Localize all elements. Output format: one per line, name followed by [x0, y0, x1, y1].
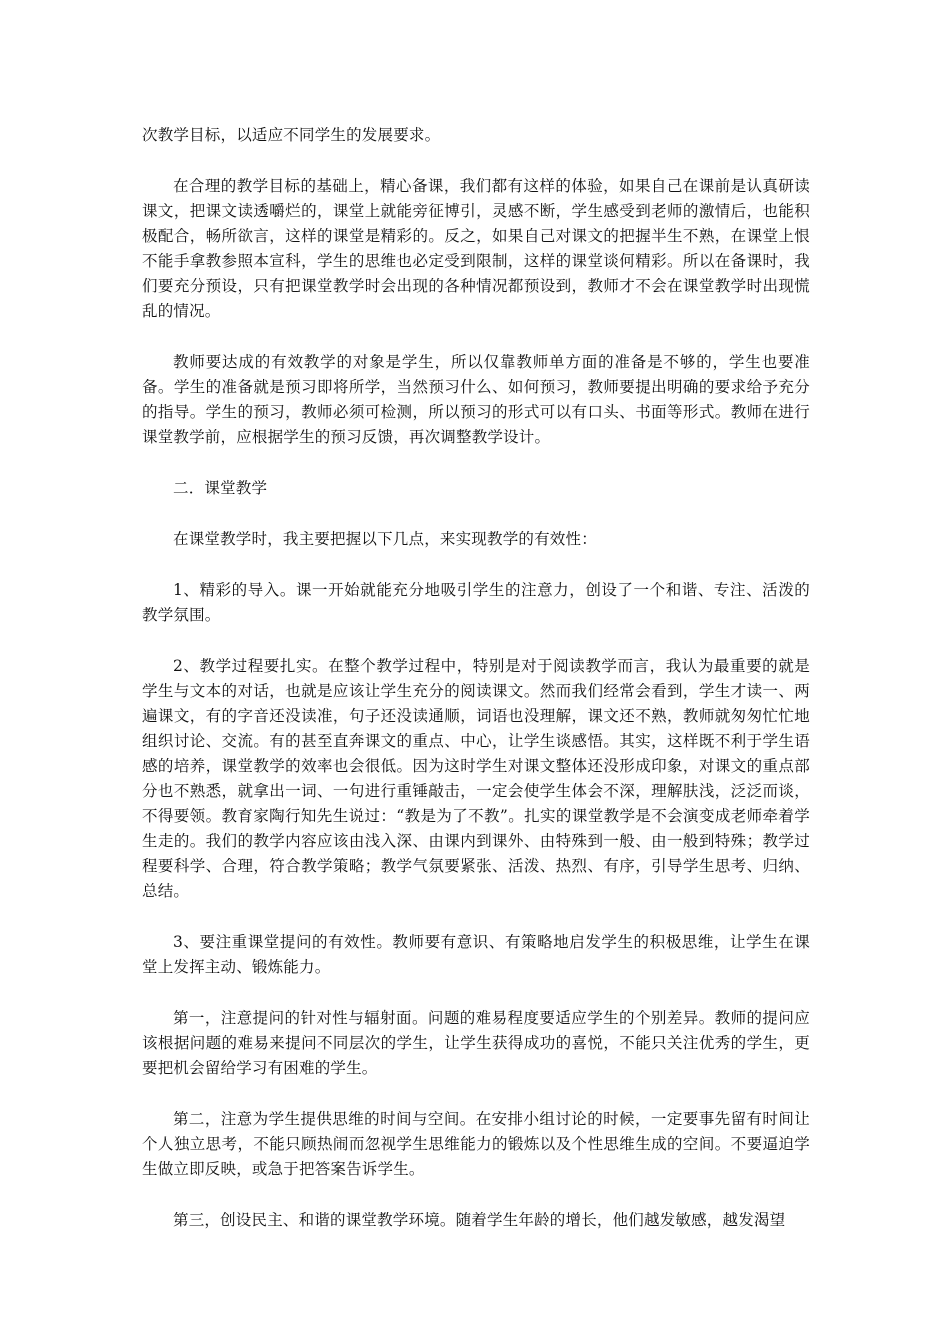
paragraph-point-3: 3、要注重课堂提问的有效性。教师要有意识、有策略地启发学生的积极思维，让学生在课堂上发挥主动、锻炼能力。 — [142, 933, 810, 976]
paragraph-classroom-intro: 在课堂教学时，我主要把握以下几点，来实现教学的有效性： — [173, 530, 597, 548]
paragraph-first: 第一，注意提问的针对性与辐射面。问题的难易程度要适应学生的个别差异。教师的提问应该根据问题的难易来提问不同层次的学生，让学生获得成功的喜悦，不能只关注优秀的学生，更要把机会留给学习有困难的学生。 — [142, 1009, 810, 1077]
paragraph-third: 第三，创设民主、和谐的课堂教学环境。随着学生年龄的增长，他们越发敏感，越发渴望 — [173, 1211, 786, 1229]
paragraph-student-preparation: 教师要达成的有效教学的对象是学生，所以仅靠教师单方面的准备是不够的，学生也要准备。学生的准备就是预习即将所学，当然预习什么、如何预习，教师要提出明确的要求给予充分的指导。学生的预习，教师必须可检测，所以预习的形式可以有口头、书面等形式。教师在进行课堂教学前，应根据学生的预习反馈，再次调整教学设计。 — [142, 353, 810, 446]
paragraph-point-2: 2、教学过程要扎实。在整个教学过程中，特别是对于阅读教学而言，我认为最重要的就是学生与文本的对话，也就是应该让学生充分的阅读课文。然而我们经常会看到，学生才读一、两遍课文，有的字音还没读准，句子还没读通顺，词语也没理解，课文还不熟，教师就匆匆忙忙地组织讨论、交流。有的甚至直奔课文的重点、中心，让学生谈感悟。其实，这样既不利于学生语感的培养，课堂教学的效率也会很低。因为这时学生对课文整体还没形成印象，对课文的重点部分也不熟悉，就拿出一词、一句进行重锤敲击，一定会使学生体会不深，理解肤浅，泛泛而谈，不得要领。教育家陶行知先生说过：“教是为了不教”。扎实的课堂教学是不会演变成老师牵着学生走的。我们的教学内容应该由浅入深、由课内到课外、由特殊到一般、由一般到特殊；教学过程要科学、合理，符合教学策略；教学气氛要紧张、活泼、热烈、有序，引导学生思考、归纳、总结。 — [142, 657, 810, 900]
paragraph-continuation: 次教学目标，以适应不同学生的发展要求。 — [142, 126, 441, 144]
document-page — [142, 123, 810, 1259]
section-heading-classroom-teaching: 二．课堂教学 — [173, 479, 268, 497]
paragraph-second: 第二，注意为学生提供思维的时间与空间。在安排小组讨论的时候，一定要事先留有时间让个人独立思考，不能只顾热闹而忽视学生思维能力的锻炼以及个性思维生成的空间。不要逼迫学生做立即反映，或急于把答案告诉学生。 — [142, 1110, 810, 1178]
paragraph-point-1: 1、精彩的导入。课一开始就能充分地吸引学生的注意力，创设了一个和谐、专注、活泼的教学氛围。 — [142, 581, 810, 624]
paragraph-lesson-preparation: 在合理的教学目标的基础上，精心备课，我们都有这样的体验，如果自己在课前是认真研读课文，把课文读透嚼烂的，课堂上就能旁征博引，灵感不断，学生感受到老师的激情后，也能积极配合，畅所欲言，这样的课堂是精彩的。反之，如果自己对课文的把握半生不熟，在课堂上恨不能手拿教参照本宣科，学生的思维也必定受到限制，这样的课堂谈何精彩。所以在备课时，我们要充分预设，只有把课堂教学时会出现的各种情况都预设到，教师才不会在课堂教学时出现慌乱的情况。 — [142, 177, 810, 320]
